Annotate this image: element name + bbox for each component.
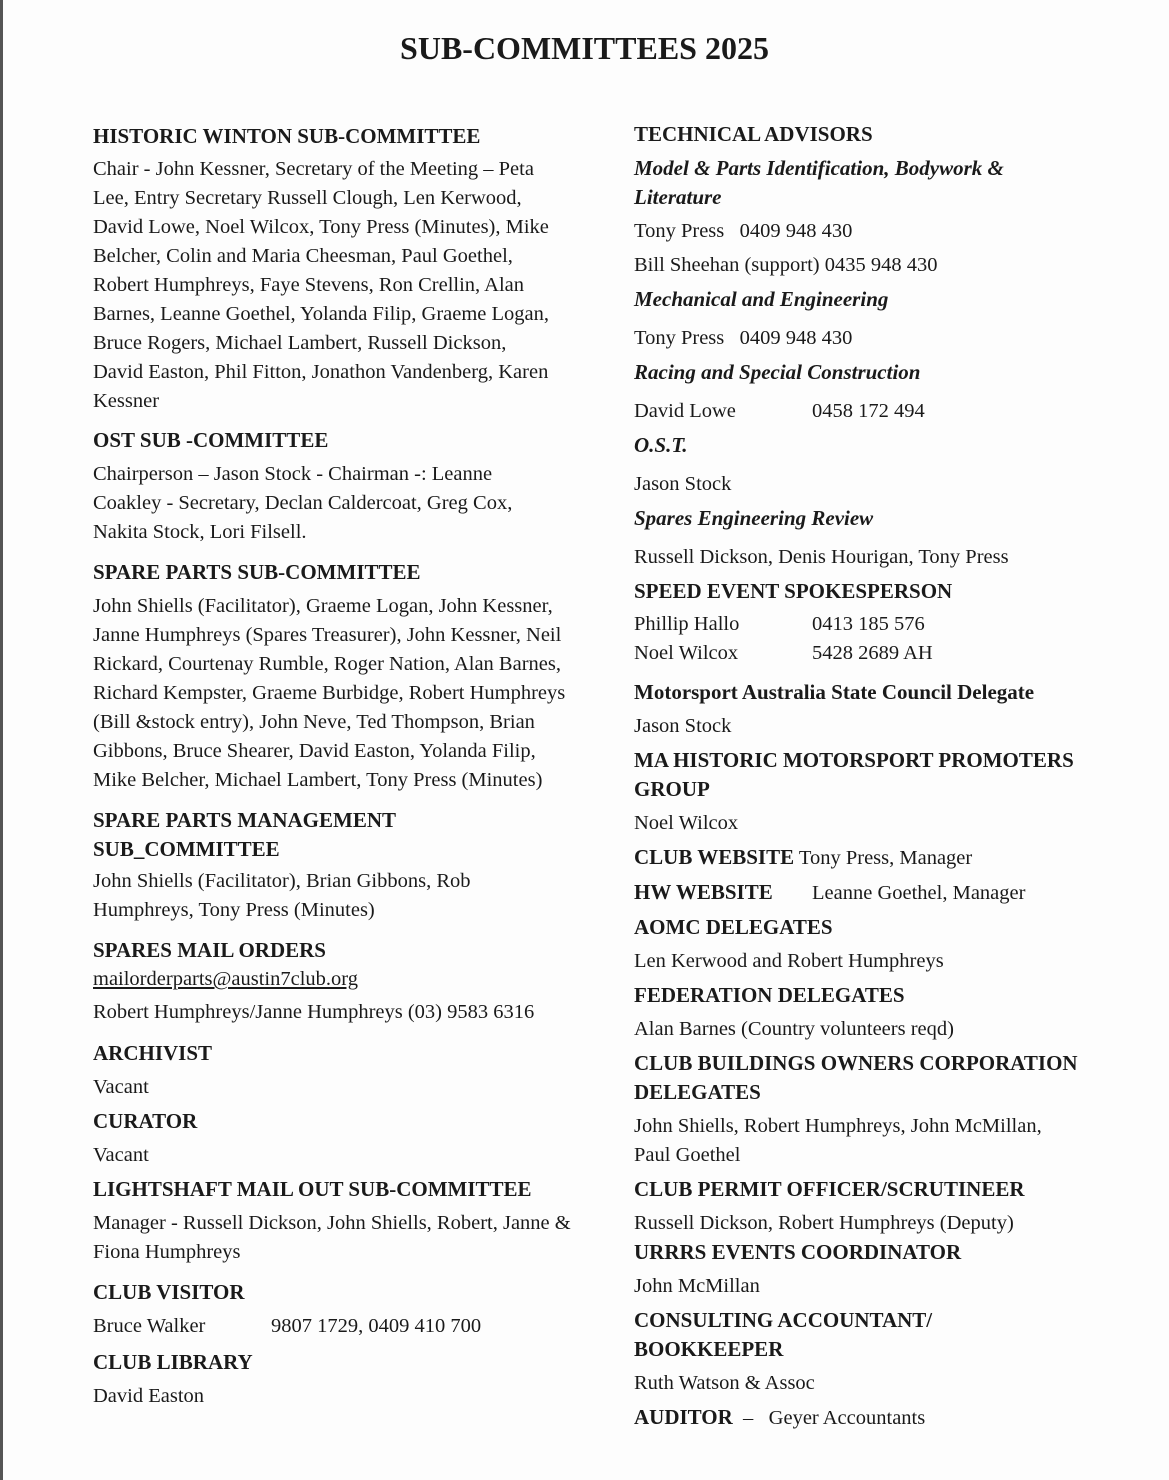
section-value: John McMillan — [634, 1275, 760, 1297]
page-edge — [0, 0, 3, 1480]
text-line: Humphreys, Tony Press (Minutes) — [93, 899, 375, 921]
subheading: Model & Parts Identification, Bodywork & — [634, 156, 1004, 180]
contact-phone: 5428 2689 AH — [812, 642, 933, 664]
visitor-name: Bruce Walker — [93, 1315, 206, 1337]
section-heading: SUB_COMMITTEE — [93, 837, 280, 861]
text-line: Coakley - Secretary, Declan Caldercoat, Greg Cox, — [93, 492, 513, 514]
section-archivist — [93, 1039, 212, 1102]
contact-phone: 0409 948 430 — [739, 327, 853, 349]
section-heading: TECHNICAL ADVISORS — [634, 122, 873, 146]
section-heading: BOOKKEEPER — [634, 1337, 784, 1361]
section-heading: SPEED EVENT SPOKESPERSON — [634, 579, 953, 603]
section-heading: CLUB VISITOR — [93, 1280, 245, 1304]
contact-name: Noel Wilcox — [634, 642, 739, 664]
page-title: SUB-COMMITTEES 2025 — [400, 30, 769, 66]
section-value: David Easton — [93, 1385, 205, 1407]
contact-line: Robert Humphreys/Janne Humphreys (03) 9583 6316 — [93, 1001, 535, 1023]
section-spare-parts — [93, 558, 633, 795]
visitor-phone: 9807 1729, 0409 410 700 — [271, 1315, 482, 1337]
text-line: Lee, Entry Secretary Russell Clough, Len Kerwood, — [93, 187, 522, 209]
text-line: Robert Humphreys, Faye Stevens, Ron Crellin, Alan — [93, 274, 525, 296]
text-line: Janne Humphreys (Spares Treasurer), John Kessner, Neil — [93, 624, 562, 646]
text-line: John Shiells (Facilitator), Brian Gibbons, Rob — [93, 870, 471, 892]
text-line: Nakita Stock, Lori Filsell. — [93, 521, 307, 543]
text-line: Manager - Russell Dickson, John Shiells, Robert, Janne & — [93, 1212, 571, 1234]
text-line: Barnes, Leanne Goethel, Yolanda Filip, Graeme Logan, — [93, 303, 550, 325]
section-heading: SPARES MAIL ORDERS — [93, 938, 326, 962]
section-value: Russell Dickson, Denis Hourigan, Tony Press — [634, 546, 1009, 568]
text-line: Belcher, Colin and Maria Cheesman, Paul Goethel, — [93, 245, 513, 267]
spokesperson-row — [634, 639, 1134, 668]
section-heading: LIGHTSHAFT MAIL OUT SUB-COMMITTEE — [93, 1177, 532, 1201]
text-line: David Lowe, Noel Wilcox, Tony Press (Minutes), Mike — [93, 216, 549, 238]
section-value: Leanne Goethel, Manager — [812, 882, 1026, 904]
contact-name: Tony Press — [634, 327, 725, 349]
section-heading: OST SUB -COMMITTEE — [93, 428, 329, 452]
subheading: Mechanical and Engineering — [634, 287, 889, 311]
subheading: Spares Engineering Review — [634, 506, 874, 530]
text-line: Mike Belcher, Michael Lambert, Tony Press (Minutes) — [93, 769, 543, 791]
section-heading: AOMC DELEGATES — [634, 915, 833, 939]
section-value: Alan Barnes (Country volunteers reqd) — [634, 1018, 954, 1040]
section-value: Russell Dickson, Robert Humphreys (Deputy) — [634, 1212, 1014, 1234]
section-value: Ruth Watson & Assoc — [634, 1372, 815, 1394]
email-link[interactable]: mailorderparts@austin7club.org — [93, 968, 359, 990]
section-heading: DELEGATES — [634, 1080, 761, 1104]
section-heading: MA HISTORIC MOTORSPORT PROMOTERS — [634, 748, 1074, 772]
subheading: Literature — [634, 185, 722, 209]
text-line: Fiona Humphreys — [93, 1241, 241, 1263]
section-value: Jason Stock — [634, 715, 732, 737]
right-column — [634, 120, 1134, 1433]
text-line: Chairperson – Jason Stock - Chairman -: Leanne — [93, 463, 493, 485]
text-line: Kessner — [93, 390, 160, 412]
section-mail-orders — [93, 936, 534, 1027]
text-line: David Easton, Phil Fitton, Jonathon Vandenberg, Karen — [93, 361, 549, 383]
contact-phone: 0409 948 430 — [739, 220, 853, 242]
text-line: John Shiells (Facilitator), Graeme Logan, John Kessner, — [93, 595, 553, 617]
subheading: O.S.T. — [634, 433, 688, 457]
contact-line: Bill Sheehan (support) 0435 948 430 — [634, 254, 938, 276]
section-heading: URRRS EVENTS COORDINATOR — [634, 1240, 962, 1264]
text-line: Gibbons, Bruce Shearer, David Easton, Yolanda Filip, — [93, 740, 536, 762]
text-line: Richard Kempster, Graeme Burbidge, Robert Humphreys — [93, 682, 566, 704]
text-line: Chair - John Kessner, Secretary of the Meeting – Peta — [93, 158, 534, 180]
section-heading: CURATOR — [93, 1109, 198, 1133]
text-line: Bruce Rogers, Michael Lambert, Russell Dickson, — [93, 332, 507, 354]
section-value: John Shiells, Robert Humphreys, John McMillan, — [634, 1115, 1042, 1137]
text-line: (Bill &stock entry), John Neve, Ted Thompson, Brian — [93, 711, 535, 733]
section-heading: CLUB PERMIT OFFICER/SCRUTINEER — [634, 1177, 1025, 1201]
section-value: Noel Wilcox — [634, 812, 739, 834]
section-heading: SPARE PARTS MANAGEMENT — [93, 808, 396, 832]
dash: – — [743, 1407, 754, 1429]
contact-phone: 0458 172 494 — [812, 400, 925, 422]
contact-phone: 0413 185 576 — [812, 613, 925, 635]
section-lightshaft — [93, 1175, 633, 1267]
section-value: Vacant — [93, 1144, 149, 1166]
section-heading: HISTORIC WINTON SUB-COMMITTEE — [93, 124, 481, 148]
section-heading: CLUB LIBRARY — [93, 1350, 253, 1374]
section-club-library — [93, 1348, 253, 1411]
section-curator — [93, 1107, 197, 1170]
section-heading: ARCHIVIST — [93, 1041, 213, 1065]
contact-name: David Lowe — [634, 400, 736, 422]
text-line: Rickard, Courtenay Rumble, Roger Nation, Alan Barnes, — [93, 653, 561, 675]
section-heading: CLUB BUILDINGS OWNERS CORPORATION — [634, 1051, 1078, 1075]
section-heading: CLUB WEBSITE — [634, 845, 795, 869]
section-historic-winton — [93, 122, 549, 416]
section-ost — [93, 426, 512, 547]
section-value: Tony Press, Manager — [798, 847, 973, 869]
section-heading: CONSULTING ACCOUNTANT/ — [634, 1308, 933, 1332]
section-value: Jason Stock — [634, 473, 732, 495]
spokesperson-row — [634, 610, 1134, 639]
section-value: Vacant — [93, 1076, 149, 1098]
section-value: Paul Goethel — [634, 1144, 741, 1166]
section-spare-parts-management — [93, 806, 471, 925]
section-heading: FEDERATION DELEGATES — [634, 983, 905, 1007]
section-heading: GROUP — [634, 777, 710, 801]
contact-name: Phillip Hallo — [634, 613, 740, 635]
subheading: Racing and Special Construction — [634, 360, 921, 384]
section-heading: SPARE PARTS SUB-COMMITTEE — [93, 560, 421, 584]
section-value: Len Kerwood and Robert Humphreys — [634, 950, 944, 972]
section-heading: AUDITOR — [634, 1405, 733, 1429]
section-club-visitor — [93, 1278, 481, 1341]
section-heading: HW WEBSITE — [634, 880, 773, 904]
contact-name: Tony Press — [634, 220, 725, 242]
section-value: Geyer Accountants — [768, 1407, 926, 1429]
section-heading: Motorsport Australia State Council Delegate — [634, 680, 1035, 704]
